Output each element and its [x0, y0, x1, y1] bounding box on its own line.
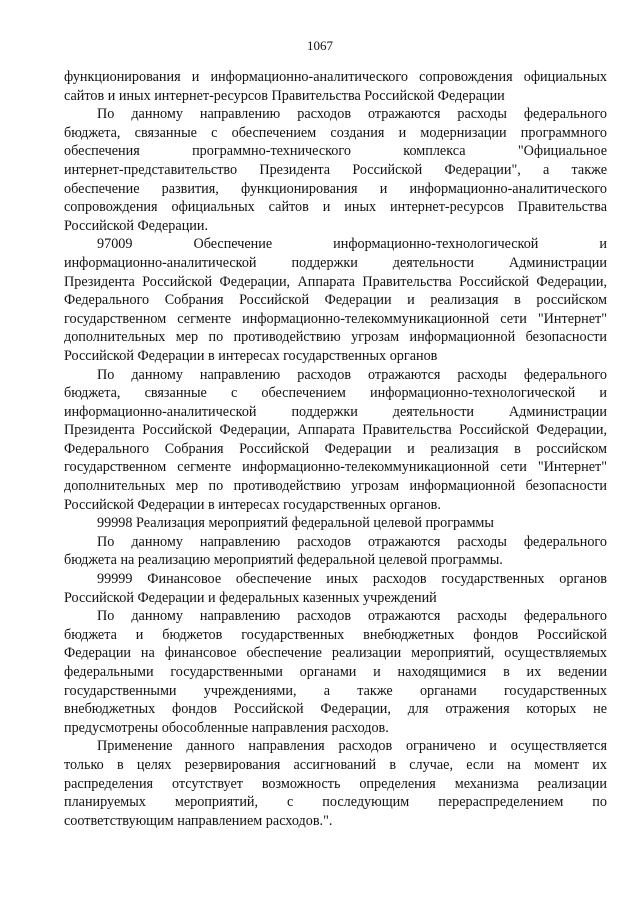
text-line: интернет-представительство Президента Российской Федерации", а также	[64, 161, 607, 178]
paragraph	[64, 366, 607, 515]
text-line: сопровождения официальных сайтов и иных интернет-ресурсов Правительства	[64, 199, 607, 216]
text-line: Федерального Собрания Российской Федерации и реализация в российском	[64, 292, 607, 309]
paragraph	[64, 533, 607, 570]
text-line: 97009 Обеспечение информационно-технологической и	[97, 236, 607, 253]
text-line: государственном сегменте информационно-телекоммуникационной сети "Интернет"	[64, 459, 607, 476]
text-line: обеспечения программно-технического комплекса "Официальное	[64, 143, 607, 160]
text-line: внебюджетных фондов Российской Федерации, для отражения которых не	[64, 701, 607, 718]
paragraph	[64, 570, 607, 607]
text-line: Федерации на финансовое обеспечение реализации мероприятий, осуществляемых	[64, 645, 607, 662]
text-line: бюджета, связанные с обеспечением создания и модернизации программного	[64, 124, 607, 141]
paragraph	[64, 235, 607, 365]
paragraph	[64, 68, 607, 105]
text-line: Федерального Собрания Российской Федерации и реализация в российском	[64, 440, 607, 457]
text-line: информационно-аналитической поддержки деятельности Администрации	[64, 403, 607, 420]
text-line: Российской Федерации в интересах государственных органов.	[64, 496, 441, 513]
text-line: государственными учреждениями, а также органами государственных	[64, 682, 607, 699]
text-line: По данному направлению расходов отражаются расходы федерального	[97, 533, 607, 550]
text-line: соответствующим направлением расходов.".	[64, 812, 333, 829]
text-line: бюджета на реализацию мероприятий федеральной целевой программы.	[64, 552, 503, 569]
paragraph	[64, 514, 607, 533]
text-line: федеральными государственными органами и находящимися в их ведении	[64, 664, 607, 680]
text-line: дополнительных мер по противодействию угрозам информационной безопасности	[64, 329, 607, 346]
text-line: Российской Федерации и федеральных казенных учреждений	[64, 589, 437, 606]
text-line: Российской Федерации.	[64, 217, 209, 234]
text-line: только в целях резервирования ассигнований в случае, если на момент их	[64, 756, 607, 773]
text-line: бюджета, связанные с обеспечением информационно-технологической и	[64, 385, 607, 402]
text-line: Российской Федерации в интересах государственных органов	[64, 347, 438, 364]
text-line: По данному направлению расходов отражаются расходы федерального	[97, 366, 607, 383]
text-line: информационно-аналитической поддержки деятельности Администрации	[64, 254, 607, 271]
text-line: функционирования и информационно-аналитического сопровождения официальных	[64, 69, 607, 85]
text-line: распределения отсутствует возможность определения механизма реализации	[64, 775, 607, 792]
text-line: предусмотрены обособленные направления расходов.	[64, 719, 389, 736]
text-line: По данному направлению расходов отражаются расходы федерального	[97, 106, 607, 123]
paragraph	[64, 105, 607, 235]
text-line: сайтов и иных интернет-ресурсов Правительства Российской Федерации	[64, 87, 505, 104]
page-number: 1067	[307, 38, 333, 53]
text-line: планируемых мероприятий, с последующим перераспределением по	[64, 794, 607, 811]
text-line: По данному направлению расходов отражаются расходы федерального	[97, 608, 607, 625]
text-line: 99999 Финансовое обеспечение иных расходов государственных органов	[97, 571, 607, 588]
text-line: государственном сегменте информационно-телекоммуникационной сети "Интернет"	[64, 310, 607, 327]
text-line: Президента Российской Федерации, Аппарата Правительства Российской Федерации,	[64, 422, 607, 439]
text-line: 99998 Реализация мероприятий федеральной целевой программы	[97, 515, 494, 532]
paragraph	[64, 737, 607, 830]
text-line: обеспечение развития, функционирования и информационно-аналитического	[64, 180, 607, 197]
paragraph	[64, 607, 607, 737]
text-line: бюджета и бюджетов государственных внебюджетных фондов Российской	[64, 626, 607, 643]
text-line: Президента Российской Федерации, Аппарата Правительства Российской Федерации,	[64, 273, 607, 290]
document-body	[64, 68, 607, 830]
text-line: дополнительных мер по противодействию угрозам информационной безопасности	[64, 478, 607, 495]
text-line: Применение данного направления расходов ограничено и осуществляется	[97, 738, 607, 755]
